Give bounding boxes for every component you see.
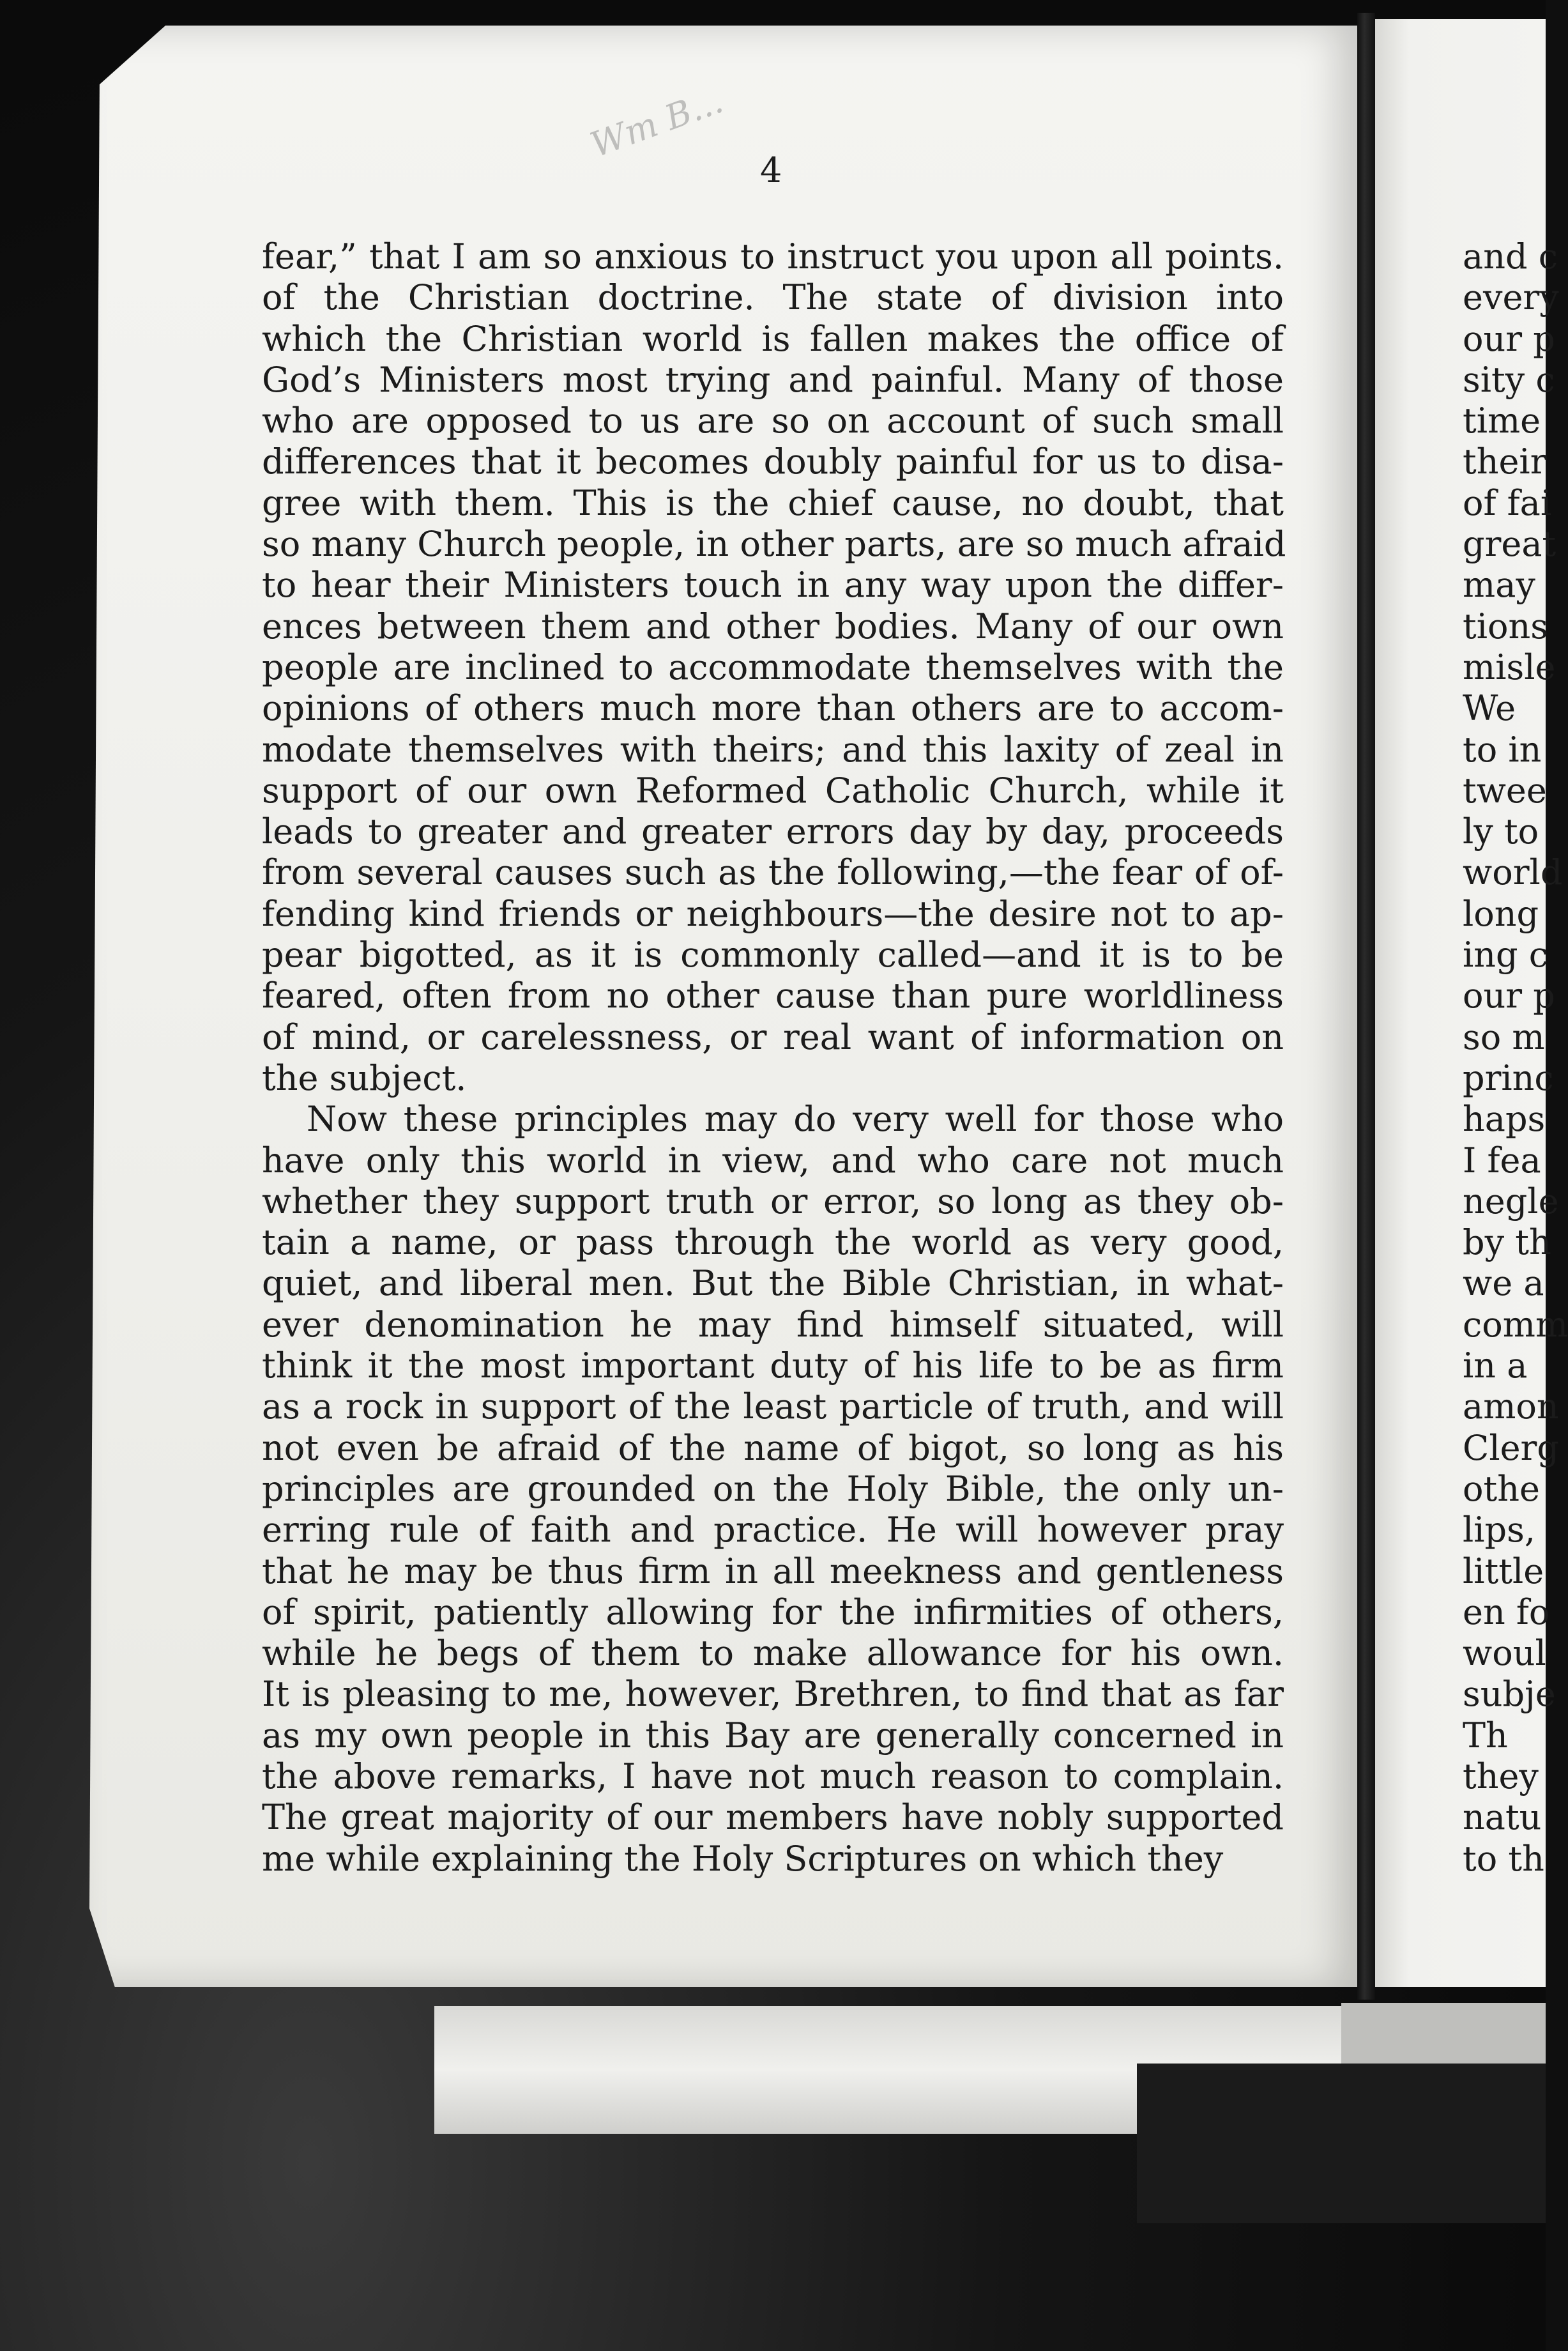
text-fragment: to in: [1463, 729, 1542, 770]
text-fragment: princ: [1463, 1057, 1554, 1098]
text-line: to hear their Ministers touch in any way upon the differ-: [262, 565, 1284, 606]
text-fragment: and c: [1463, 236, 1558, 277]
book-gutter: [1357, 13, 1375, 2000]
text-line: feared, often from no other cause than pure worldliness: [262, 976, 1284, 1016]
text-line: me while explaining the Holy Scriptures on which they: [262, 1838, 1224, 1879]
text-fragment: we a: [1463, 1263, 1544, 1304]
text-line: God’s Ministers most trying and painful. Many of those: [262, 359, 1284, 400]
text-fragment: twee: [1463, 770, 1547, 811]
text-fragment: We: [1463, 688, 1516, 729]
text-fragment: long: [1463, 893, 1539, 934]
text-fragment: sity c: [1463, 359, 1555, 400]
text-line: the subject.: [262, 1057, 467, 1098]
text-line: as a rock in support of the least particle of truth, and will: [262, 1386, 1284, 1427]
text-fragment: by th: [1463, 1222, 1551, 1263]
text-line: whether they support truth or error, so long as they ob-: [262, 1181, 1284, 1221]
text-line: of the Christian doctrine. The state of division into: [262, 277, 1284, 318]
text-fragment: amon: [1463, 1386, 1559, 1427]
text-line: think it the most important duty of his life to be as firm: [262, 1345, 1284, 1386]
text-line: gree with them. This is the chief cause, no doubt, that: [262, 482, 1284, 523]
text-line: pear bigotted, as it is commonly called—and it is to be: [262, 935, 1284, 976]
text-fragment: natu: [1463, 1797, 1542, 1838]
text-fragment: every: [1463, 277, 1559, 318]
text-fragment: our p: [1463, 318, 1555, 359]
text-line: while he begs of them to make allowance for his own.: [262, 1633, 1284, 1674]
text-fragment: subje: [1463, 1674, 1556, 1715]
text-fragment: their: [1463, 441, 1547, 482]
text-line: as my own people in this Bay are generally concerned in: [262, 1715, 1284, 1756]
text-line: leads to greater and greater errors day by day, proceeds: [262, 811, 1284, 852]
text-line: from several causes such as the following,—the fear of of-: [262, 852, 1284, 893]
text-fragment: I fea: [1463, 1140, 1541, 1181]
text-line: the above remarks, I have not much reason to complain.: [262, 1756, 1284, 1796]
text-fragment: they: [1463, 1756, 1539, 1796]
text-fragment: ly to: [1463, 811, 1539, 852]
text-line: It is pleasing to me, however, Brethren, to find that as far: [262, 1674, 1284, 1715]
text-fragment: time: [1463, 401, 1541, 441]
text-line: of spirit, patiently allowing for the infirmities of others,: [262, 1591, 1284, 1632]
text-line: so many Church people, in other parts, are so much afraid: [262, 524, 1286, 565]
text-line: of mind, or carelessness, or real want of information on: [262, 1016, 1284, 1057]
left-page-text: [262, 236, 1284, 1880]
text-fragment: Th: [1463, 1715, 1508, 1756]
text-fragment: tions: [1463, 606, 1548, 647]
text-fragment: haps: [1463, 1099, 1546, 1140]
text-line: The great majority of our members have nobly supported: [262, 1797, 1284, 1838]
text-fragment: world: [1463, 852, 1563, 893]
text-fragment: woul: [1463, 1633, 1546, 1674]
text-fragment: of fai: [1463, 482, 1552, 523]
text-fragment: othe: [1463, 1468, 1540, 1509]
text-fragment: lips,: [1463, 1510, 1535, 1551]
text-line: tain a name, or pass through the world as very good,: [262, 1222, 1284, 1263]
text-fragment: comm: [1463, 1304, 1568, 1345]
text-line: people are inclined to accommodate themselves with the: [262, 647, 1284, 687]
text-fragment: ing c: [1463, 935, 1549, 976]
page-number: 4: [760, 150, 782, 190]
text-fragment: in a: [1463, 1345, 1528, 1386]
text-line: ever denomination he may find himself situated, will: [262, 1304, 1284, 1345]
text-fragment: may: [1463, 565, 1535, 606]
bottom-page-edge-right: [1341, 2003, 1546, 2067]
text-fragment: so m: [1463, 1016, 1545, 1057]
text-line: erring rule of faith and practice. He will however pray: [262, 1510, 1284, 1551]
text-line: quiet, and liberal men. But the Bible Christian, in what-: [262, 1263, 1284, 1304]
text-line: which the Christian world is fallen makes the office of: [262, 318, 1284, 359]
right-page-text-fragments: [1463, 236, 1568, 1880]
text-fragment: misle: [1463, 647, 1556, 687]
text-fragment: great: [1463, 524, 1557, 565]
pencil-annotation: Wm B...: [585, 80, 729, 165]
text-line: differences that it becomes doubly painful for us to disa-: [262, 441, 1284, 482]
text-line: support of our own Reformed Catholic Church, while it: [262, 770, 1284, 811]
text-fragment: Clerg: [1463, 1427, 1559, 1468]
text-line: have only this world in view, and who care not much: [262, 1140, 1284, 1181]
text-line: fear,” that I am so anxious to instruct you upon all points.: [262, 236, 1284, 277]
text-line: who are opposed to us are so on account of such small: [262, 401, 1284, 441]
text-fragment: en fo: [1463, 1591, 1550, 1632]
text-line: modate themselves with theirs; and this laxity of zeal in: [262, 729, 1284, 770]
text-fragment: little: [1463, 1551, 1544, 1591]
text-line: fending kind friends or neighbours—the desire not to ap-: [262, 893, 1284, 934]
text-line: that he may be thus firm in all meekness and gentleness: [262, 1551, 1284, 1591]
text-line: Now these principles may do very well for those who: [307, 1099, 1284, 1140]
bottom-shadow: [1137, 2064, 1546, 2223]
text-line: ences between them and other bodies. Many of our own: [262, 606, 1284, 647]
text-line: principles are grounded on the Holy Bible, the only un-: [262, 1468, 1284, 1509]
text-fragment: to th: [1463, 1838, 1544, 1879]
text-line: not even be afraid of the name of bigot, so long as his: [262, 1427, 1284, 1468]
text-fragment: negle: [1463, 1181, 1559, 1221]
text-line: opinions of others much more than others are to accom-: [262, 688, 1284, 729]
text-fragment: our p: [1463, 976, 1555, 1016]
